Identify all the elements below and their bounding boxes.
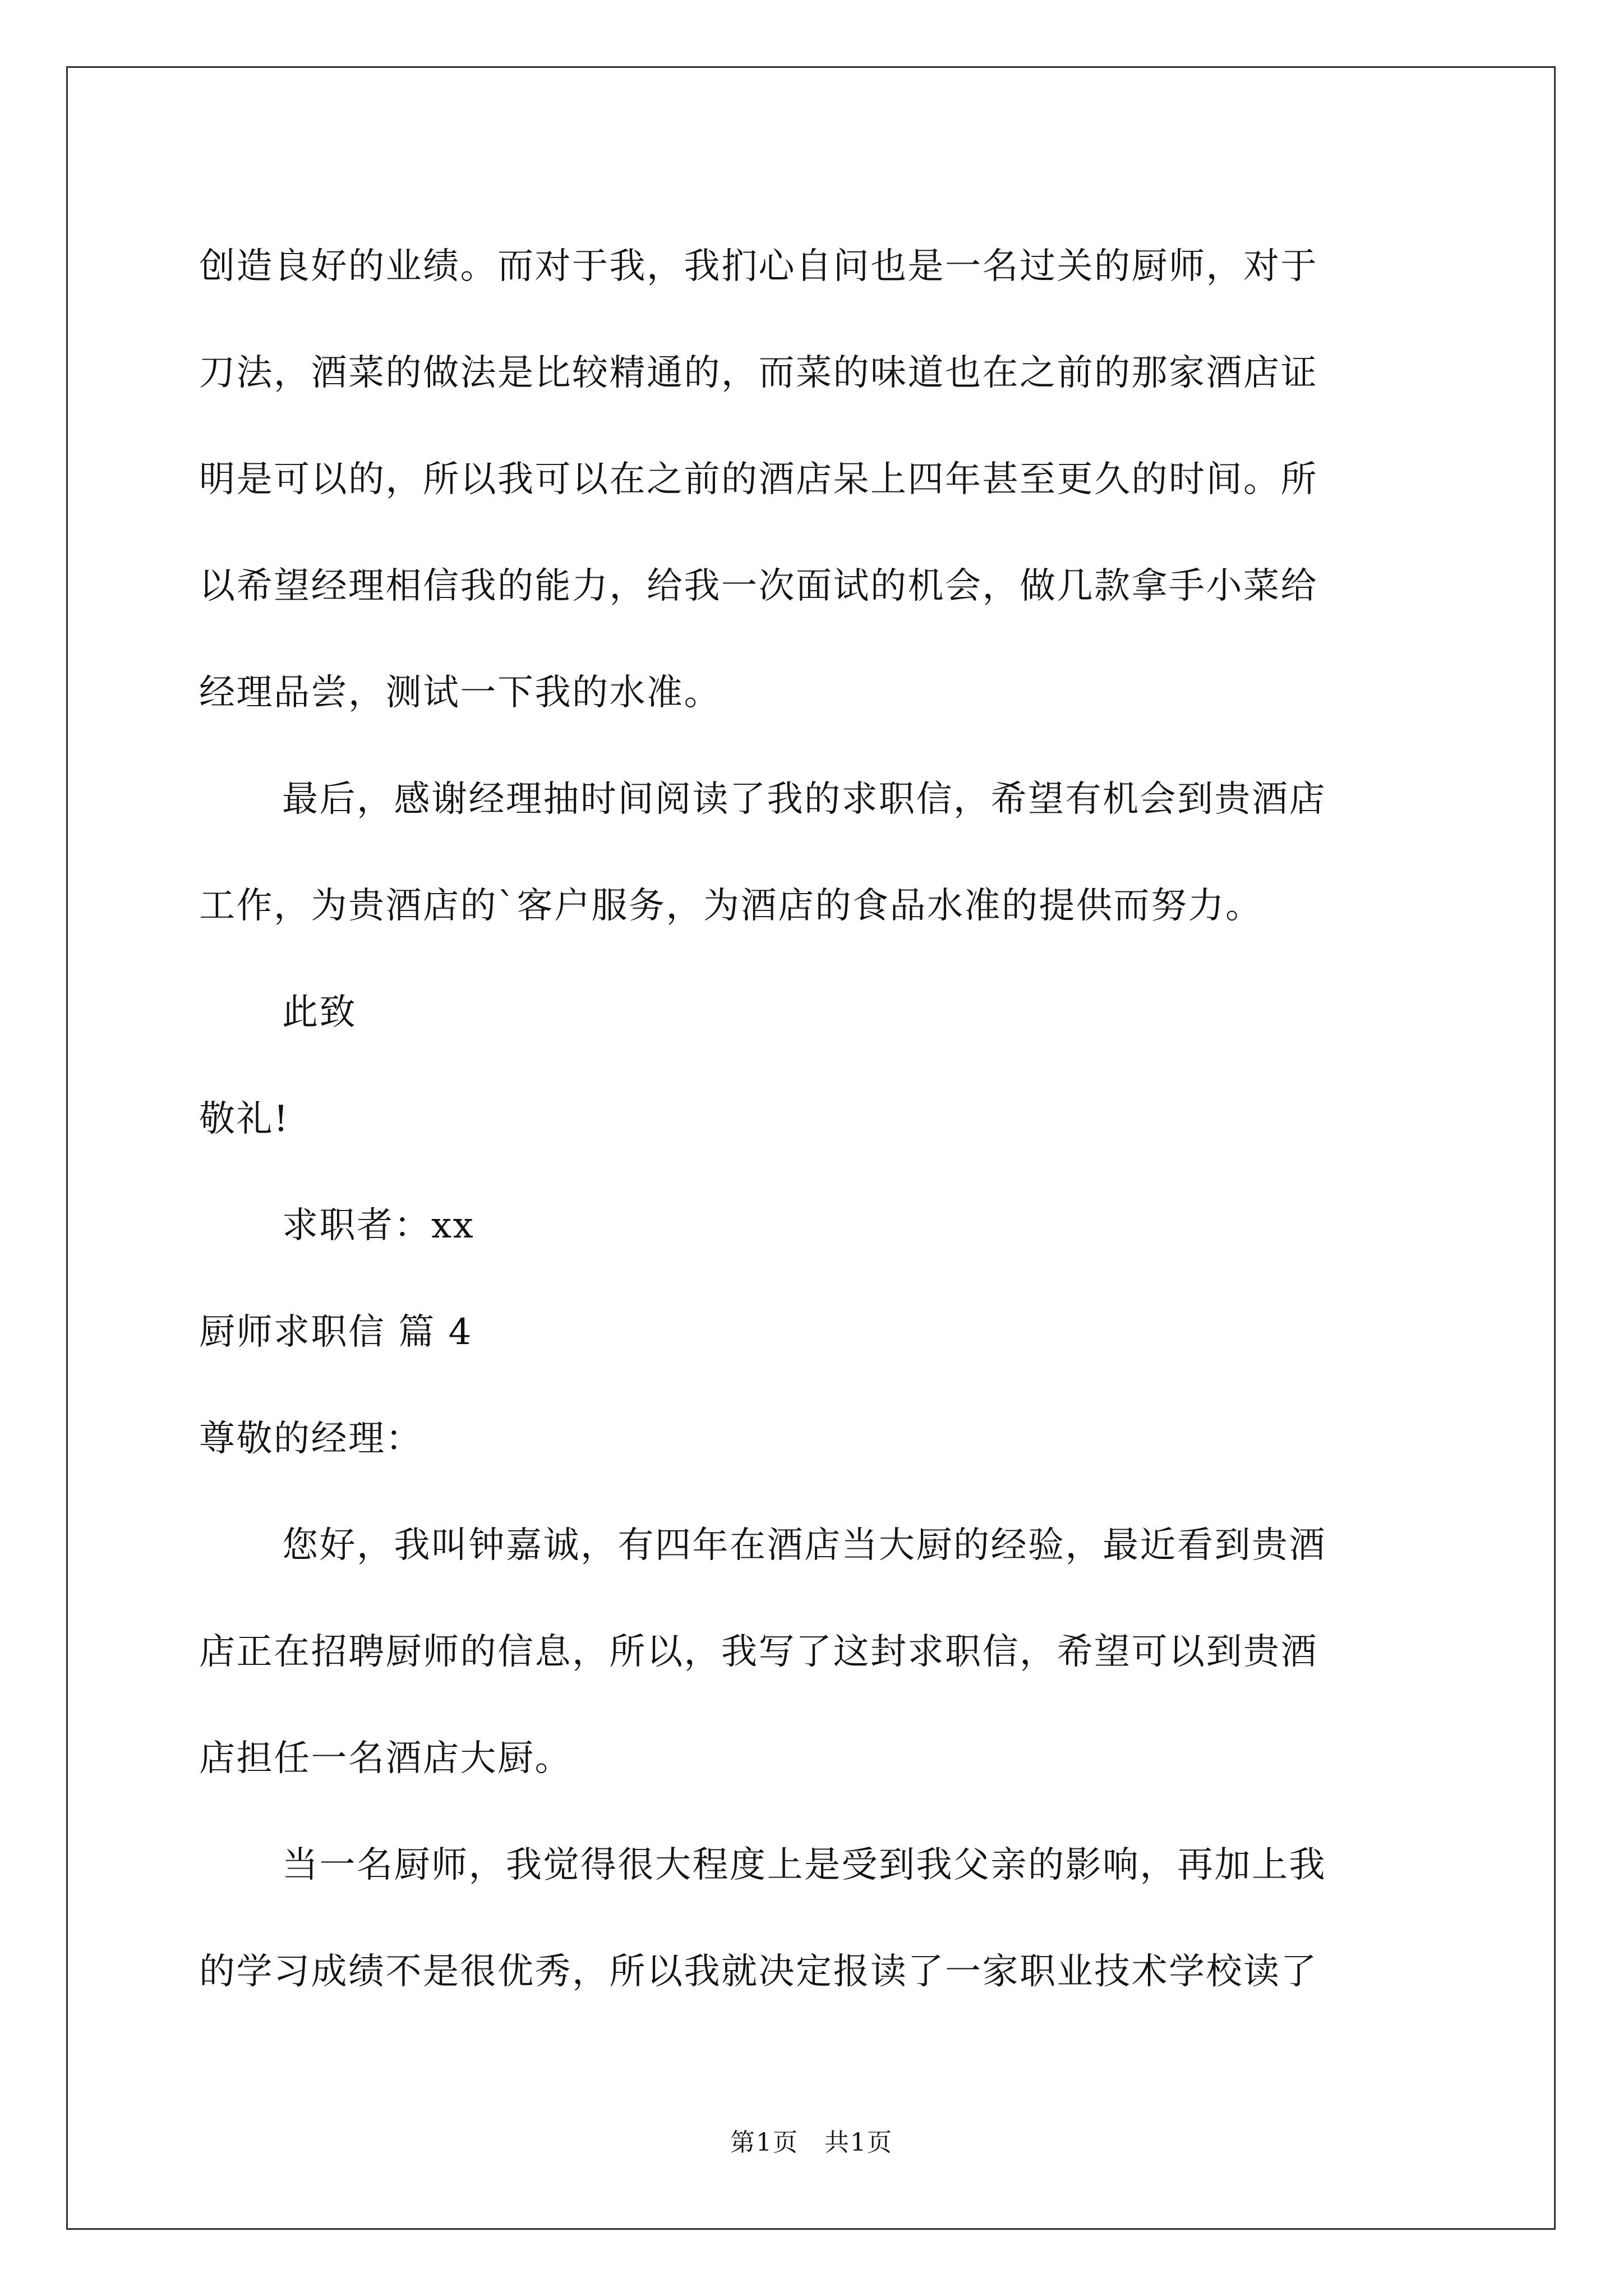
- document-body: [199, 213, 1427, 2025]
- paragraph-line: 店正在招聘厨师的信息，所以，我写了这封求职信，希望可以到贵酒: [199, 1631, 1318, 1673]
- paragraph-line: 的学习成绩不是很优秀，所以我就决定报读了一家职业技术学校读了: [199, 1951, 1318, 1993]
- paragraph-line: 店担任一名酒店大厨。: [199, 1738, 572, 1779]
- paragraph-line: 经理品尝，测试一下我的水准。: [199, 672, 721, 714]
- page-number-footer: 第1页 共1页: [730, 2128, 893, 2157]
- signature-line: 求职者：xx: [282, 1205, 475, 1246]
- paragraph-line: 您好，我叫钟嘉诚，有四年在酒店当大厨的经验，最近看到贵酒: [282, 1525, 1326, 1566]
- paragraph-line: 最后，感谢经理抽时间阅读了我的求职信，希望有机会到贵酒店: [282, 779, 1326, 820]
- paragraph-line: 工作，为贵酒店的`客户服务，为酒店的食品水准的提供而努力。: [199, 885, 1263, 927]
- section-heading: 厨师求职信 篇 4: [199, 1312, 473, 1353]
- closing-salutation: 此致: [282, 992, 357, 1033]
- paragraph-line: 刀法，酒菜的做法是比较精通的，而菜的味道也在之前的那家酒店证: [199, 352, 1318, 394]
- paragraph-line: 当一名厨师，我觉得很大程度上是受到我父亲的影响，再加上我: [282, 1844, 1326, 1886]
- paragraph-line: 明是可以的，所以我可以在之前的酒店呆上四年甚至更久的时间。所: [199, 459, 1318, 500]
- greeting-line: 尊敬的经理：: [199, 1418, 423, 1460]
- paragraph-line: 以希望经理相信我的能力，给我一次面试的机会，做几款拿手小菜给: [199, 565, 1318, 607]
- paragraph-line: 创造良好的业绩。而对于我，我扪心自问也是一名过关的厨师，对于: [199, 246, 1318, 287]
- closing-regards: 敬礼!: [199, 1098, 290, 1140]
